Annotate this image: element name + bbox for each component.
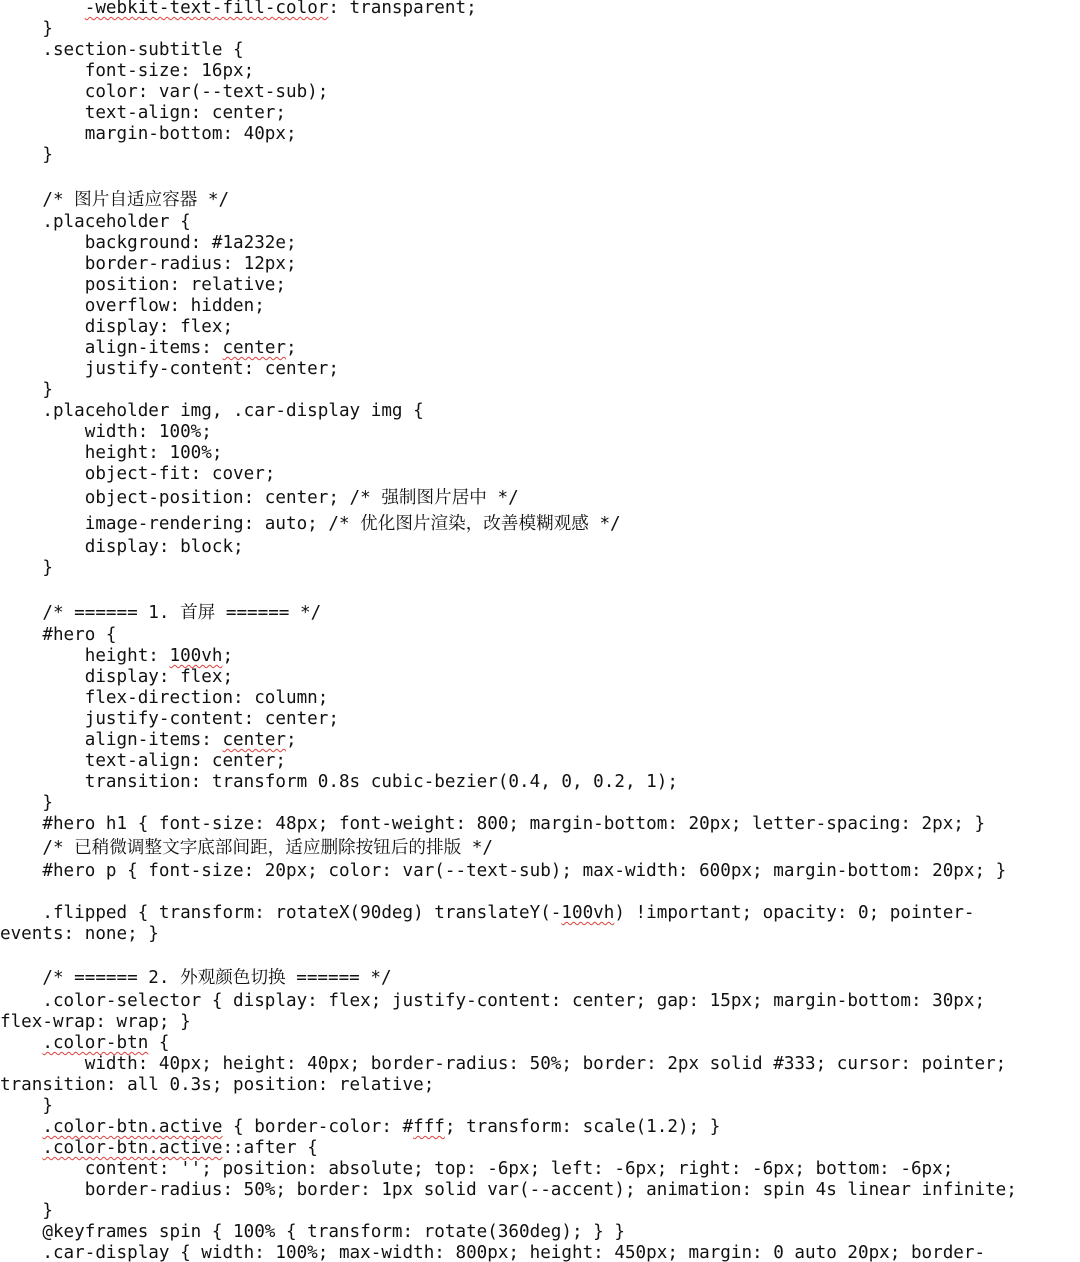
code-line: justify-content: center;	[0, 709, 339, 729]
spellcheck-underlined-word: .color-btn	[42, 1033, 149, 1053]
code-line: }	[0, 380, 53, 400]
code-line: events: none; }	[0, 924, 159, 944]
spellcheck-underlined-word: .color-btn.active	[42, 1117, 223, 1137]
code-line: border-radius: 50%; border: 1px solid var(--accent); animation: spin 4s linear infinite;	[0, 1180, 1017, 1200]
code-line: align-items: center;	[0, 338, 297, 358]
code-line: position: relative;	[0, 275, 286, 295]
code-comment-line: /* ====== 2. 外观颜色切换 ====== */	[0, 968, 392, 988]
code-line: #hero {	[0, 625, 117, 645]
code-line: .placeholder {	[0, 212, 191, 232]
code-line: @keyframes spin { 100% { transform: rotate(360deg); } }	[0, 1222, 625, 1242]
code-line: width: 100%;	[0, 422, 212, 442]
code-line: .flipped { transform: rotateX(90deg) translateY(-100vh) !important; opacity: 0; pointer-	[0, 903, 975, 923]
code-line: display: block;	[0, 537, 244, 557]
code-line: content: ''; position: absolute; top: -6px; left: -6px; right: -6px; bottom: -6px;	[0, 1159, 954, 1179]
code-line: background: #1a232e;	[0, 233, 297, 253]
code-line: display: flex;	[0, 667, 234, 687]
code-comment-line: /* 已稍微调整文字底部间距，适应删除按钮后的排版 */	[0, 838, 493, 858]
spellcheck-underlined-word: center	[222, 730, 287, 750]
code-line: #hero p { font-size: 20px; color: var(--text-sub); max-width: 600px; margin-bottom: 20px; }	[0, 861, 1007, 881]
code-line: text-align: center;	[0, 103, 286, 123]
code-line: .section-subtitle {	[0, 40, 244, 60]
code-line: }	[0, 793, 53, 813]
code-line: }	[0, 19, 53, 39]
spellcheck-underlined-word: 100vh	[561, 903, 615, 923]
code-line: image-rendering: auto; /* 优化图片渲染，改善模糊观感 */	[0, 514, 621, 534]
code-line: display: flex;	[0, 317, 234, 337]
code-line: object-position: center; /* 强制图片居中 */	[0, 488, 519, 508]
code-line: width: 40px; height: 40px; border-radius: 50%; border: 2px solid #333; cursor: pointer;	[0, 1054, 1007, 1074]
code-line: .placeholder img, .car-display img {	[0, 401, 424, 421]
spellcheck-underlined-word: 100vh	[169, 646, 223, 666]
code-line: border-radius: 12px;	[0, 254, 297, 274]
code-line: .color-btn {	[42, 1033, 170, 1053]
code-comment-line: /* ====== 1. 首屏 ====== */	[0, 603, 322, 623]
spellcheck-underlined-word: fff	[413, 1117, 445, 1137]
code-line: transition: all 0.3s; position: relative;	[0, 1075, 435, 1095]
code-line: }	[0, 1201, 53, 1221]
spellcheck-underlined-word: .color-btn.active	[42, 1138, 223, 1158]
code-line: }	[0, 145, 53, 165]
code-line: .car-display { width: 100%; max-width: 800px; height: 450px; margin: 0 auto 20px; border-	[0, 1243, 986, 1262]
code-line: }	[0, 558, 53, 578]
code-line: -webkit-text-fill-color: transparent;	[84, 0, 477, 18]
spellcheck-underlined-word: -webkit-text-fill-color	[84, 0, 329, 18]
code-line: overflow: hidden;	[0, 296, 265, 316]
code-line: height: 100vh;	[0, 646, 234, 666]
code-line: text-align: center;	[0, 751, 286, 771]
code-line: .color-btn.active::after {	[42, 1138, 318, 1158]
code-line: justify-content: center;	[0, 359, 339, 379]
code-line: font-size: 16px;	[0, 61, 255, 81]
code-line: flex-direction: column;	[0, 688, 329, 708]
code-line: .color-selector { display: flex; justify-content: center; gap: 15px; margin-bottom: 30px;	[0, 991, 986, 1011]
code-line: align-items: center;	[0, 730, 297, 750]
code-line: height: 100%;	[0, 443, 223, 463]
code-line: margin-bottom: 40px;	[0, 124, 297, 144]
code-comment-line: /* 图片自适应容器 */	[0, 190, 230, 210]
code-line: object-fit: cover;	[0, 464, 276, 484]
code-line: }	[0, 1096, 53, 1116]
code-line: .color-btn.active { border-color: #fff; transform: scale(1.2); }	[42, 1117, 721, 1137]
code-line: color: var(--text-sub);	[0, 82, 329, 102]
code-line: #hero h1 { font-size: 48px; font-weight: 800; margin-bottom: 20px; letter-spacing: 2px; }	[0, 814, 986, 834]
code-line: flex-wrap: wrap; }	[0, 1012, 191, 1032]
spellcheck-underlined-word: center	[222, 338, 287, 358]
code-line: transition: transform 0.8s cubic-bezier(0.4, 0, 0.2, 1);	[0, 772, 678, 792]
